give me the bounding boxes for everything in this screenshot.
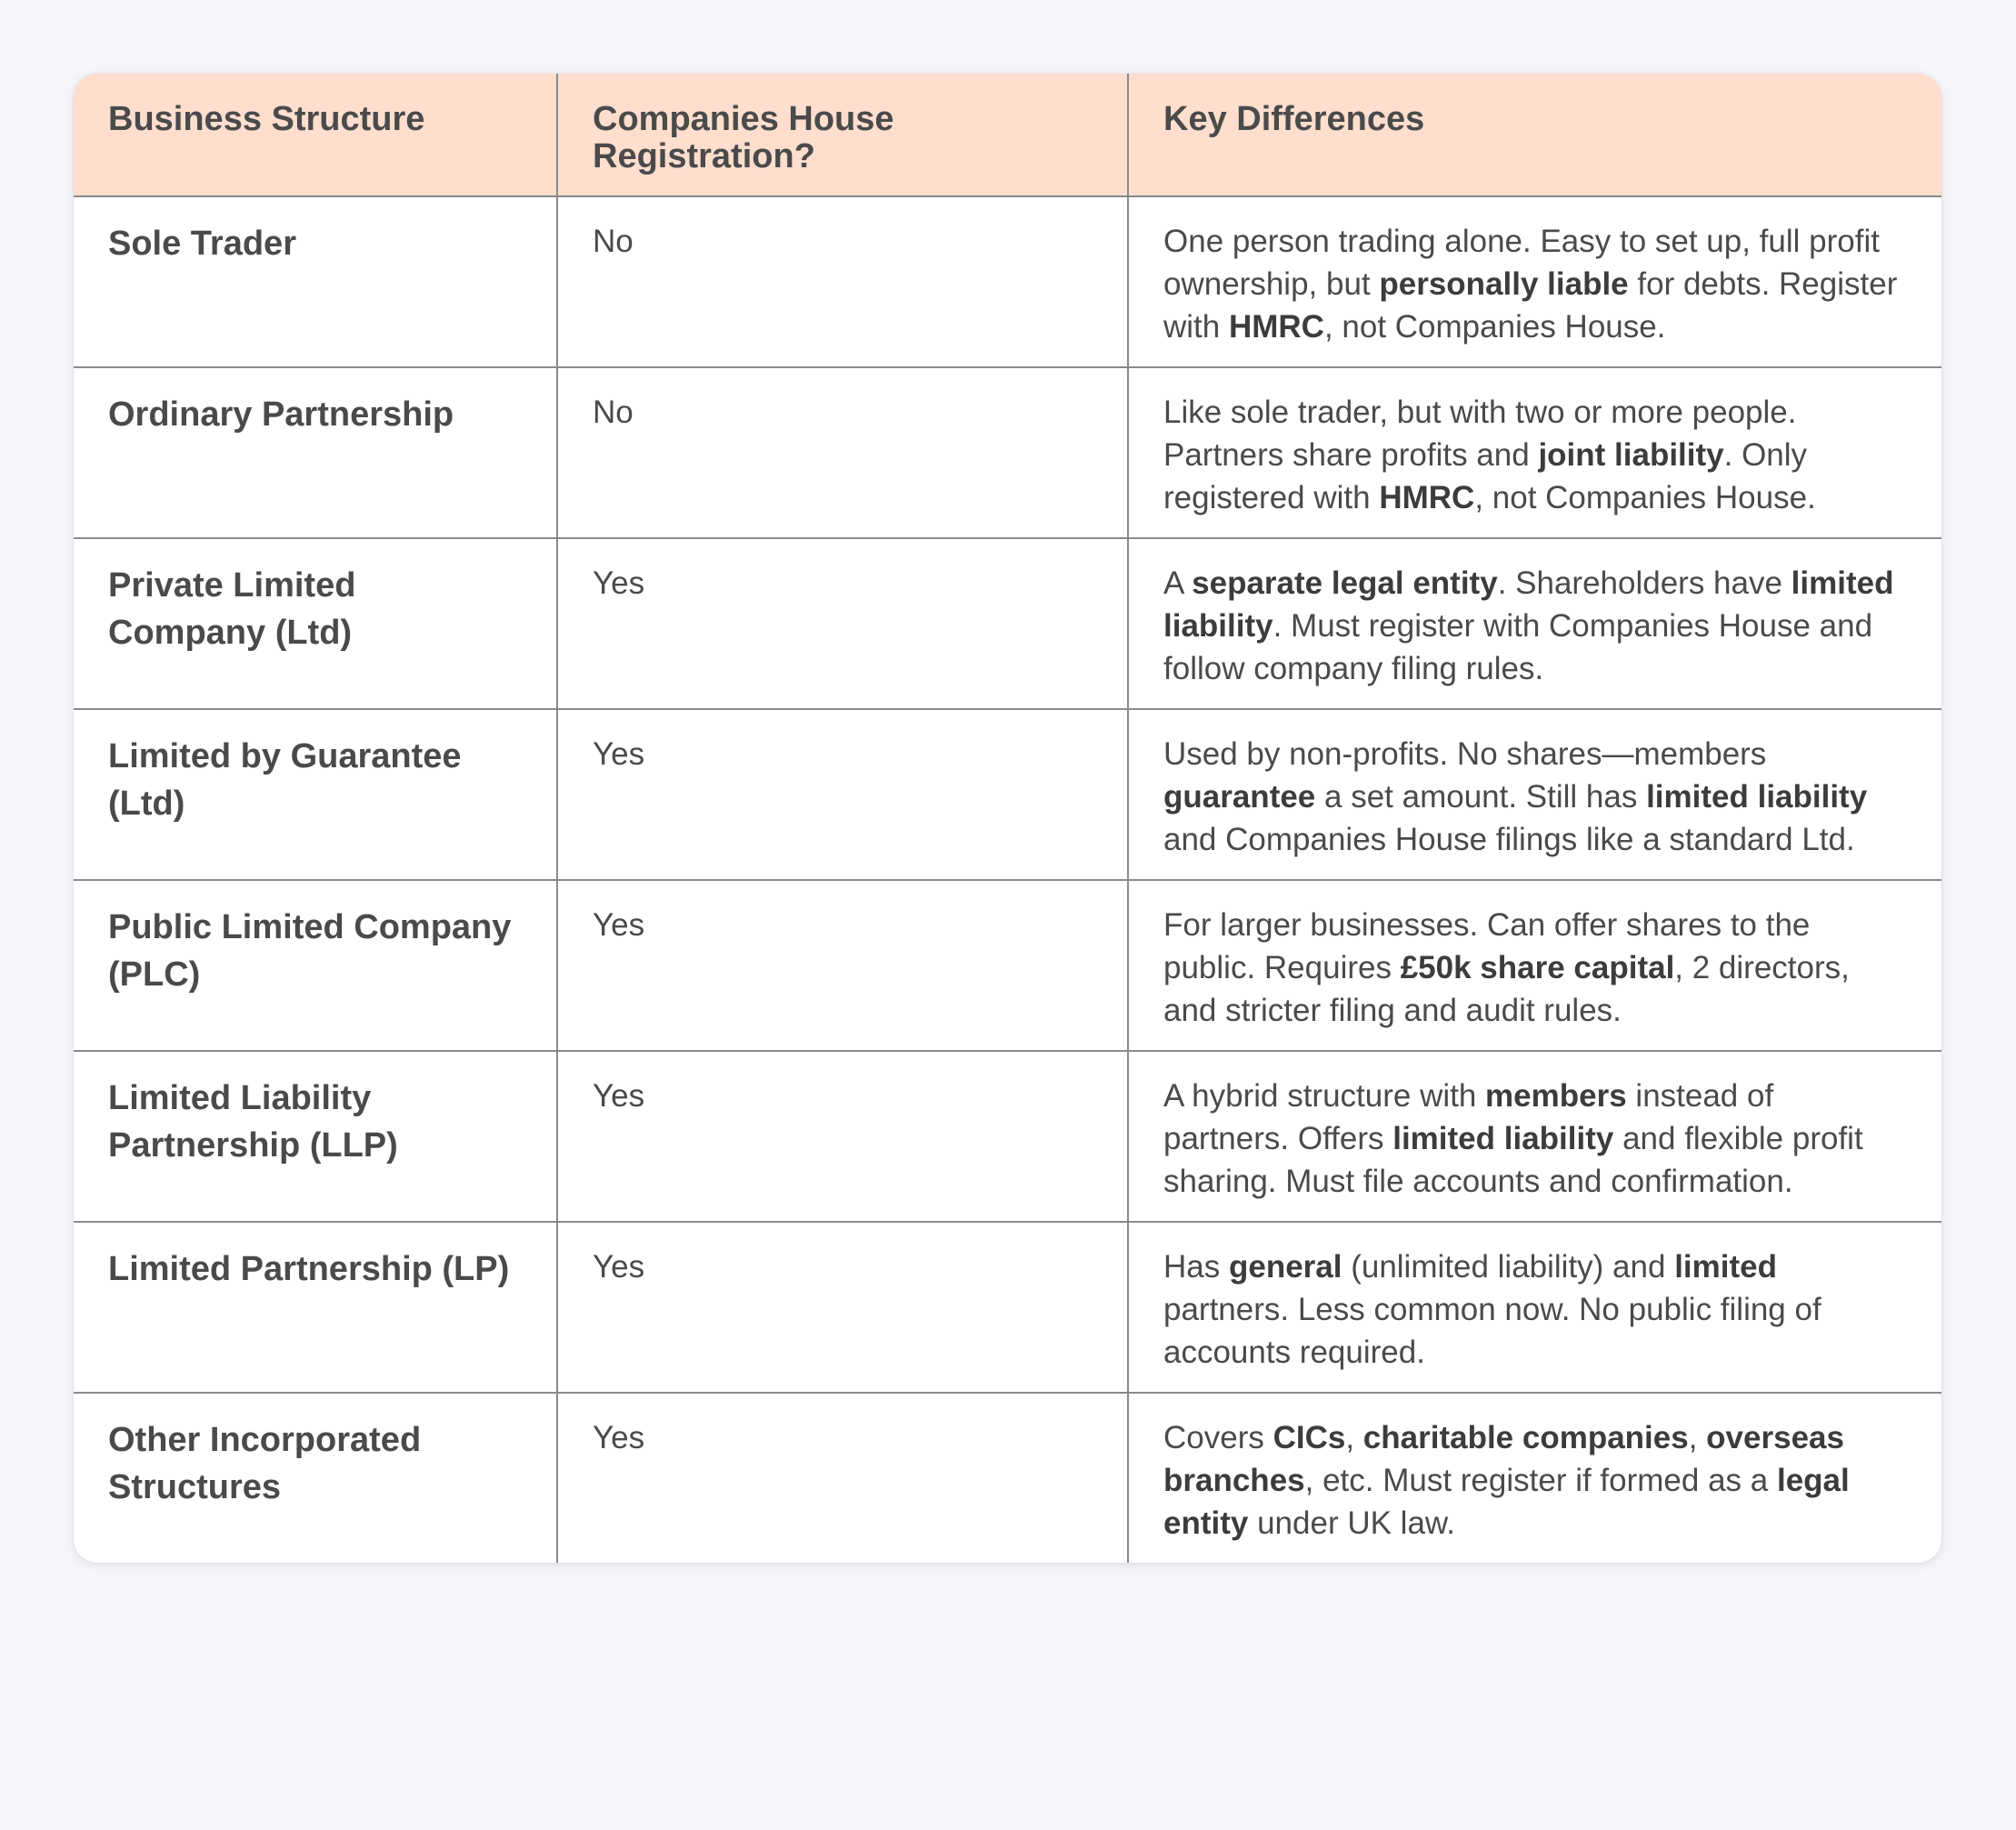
key-differences-cell: One person trading alone. Easy to set up, full profit ownership, but personally liable for debts. Register with HMRC, not Companies House. <box>1128 196 1941 367</box>
emphasis-text: CICs <box>1272 1420 1346 1455</box>
business-structures-table <box>74 74 1941 1563</box>
table-row <box>74 538 1941 709</box>
emphasis-text: legal entity <box>1163 1463 1850 1541</box>
registration-cell: Yes <box>557 1393 1128 1563</box>
emphasis-text: HMRC <box>1379 480 1475 515</box>
emphasis-text: guarantee <box>1163 779 1316 815</box>
business-structure-cell: Limited Liability Partnership (LLP) <box>74 1051 557 1222</box>
business-structure-cell: Limited by Guarantee (Ltd) <box>74 709 557 880</box>
table-header <box>74 74 1941 196</box>
key-differences-cell: Like sole trader, but with two or more people. Partners share profits and joint liability. Only registered with HMRC, not Companies House. <box>1128 367 1941 538</box>
business-structure-cell: Sole Trader <box>74 196 557 367</box>
key-differences-cell: A hybrid structure with members instead of partners. Offers limited liability and flexible profit sharing. Must file accounts and confirmation. <box>1128 1051 1941 1222</box>
table-row <box>74 196 1941 367</box>
emphasis-text: limited liability <box>1163 565 1894 644</box>
business-structure-cell: Public Limited Company (PLC) <box>74 880 557 1051</box>
table-row <box>74 1051 1941 1222</box>
registration-cell: No <box>557 367 1128 538</box>
emphasis-text: separate legal entity <box>1192 565 1498 601</box>
header-row <box>74 74 1941 196</box>
emphasis-text: members <box>1485 1078 1627 1114</box>
emphasis-text: general <box>1228 1249 1342 1285</box>
table-row <box>74 1393 1941 1563</box>
table-row <box>74 880 1941 1051</box>
registration-cell: Yes <box>557 538 1128 709</box>
key-differences-cell: Covers CICs, charitable companies, overseas branches, etc. Must register if formed as a legal entity under UK law. <box>1128 1393 1941 1563</box>
registration-cell: Yes <box>557 1222 1128 1393</box>
emphasis-text: personally liable <box>1379 266 1629 302</box>
business-structure-cell: Ordinary Partnership <box>74 367 557 538</box>
emphasis-text: limited liability <box>1392 1121 1614 1156</box>
key-differences-cell: Used by non-profits. No shares—members guarantee a set amount. Still has limited liability and Companies House filings like a standard Ltd. <box>1128 709 1941 880</box>
emphasis-text: overseas branches <box>1163 1420 1844 1498</box>
table-row <box>74 367 1941 538</box>
registration-cell: Yes <box>557 1051 1128 1222</box>
emphasis-text: HMRC <box>1228 309 1324 345</box>
key-differences-cell: A separate legal entity. Shareholders have limited liability. Must register with Companies House and follow company filing rules. <box>1128 538 1941 709</box>
emphasis-text: limited <box>1674 1249 1777 1285</box>
header-business-structure: Business Structure <box>74 74 557 196</box>
header-companies-house-registration: Companies House Registration? <box>557 74 1128 196</box>
emphasis-text: charitable companies <box>1362 1420 1689 1455</box>
registration-cell: No <box>557 196 1128 367</box>
key-differences-cell: Has general (unlimited liability) and limited partners. Less common now. No public filing of accounts required. <box>1128 1222 1941 1393</box>
emphasis-text: £50k share capital <box>1400 950 1675 985</box>
key-differences-cell: For larger businesses. Can offer shares to the public. Requires £50k share capital, 2 directors, and stricter filing and audit rules. <box>1128 880 1941 1051</box>
table-row <box>74 709 1941 880</box>
registration-cell: Yes <box>557 709 1128 880</box>
business-structure-cell: Other Incorporated Structures <box>108 1421 422 1506</box>
business-structures-table-card <box>74 74 1941 1563</box>
header-key-differences: Key Differences <box>1128 74 1941 196</box>
table-body <box>74 196 1941 1563</box>
emphasis-text: limited liability <box>1646 779 1868 815</box>
table-row <box>74 1222 1941 1393</box>
registration-cell: Yes <box>557 880 1128 1051</box>
business-structure-cell: Private Limited Company (Ltd) <box>74 538 557 709</box>
business-structure-cell: Limited Partnership (LP) <box>74 1222 557 1393</box>
emphasis-text: joint liability <box>1538 437 1724 473</box>
